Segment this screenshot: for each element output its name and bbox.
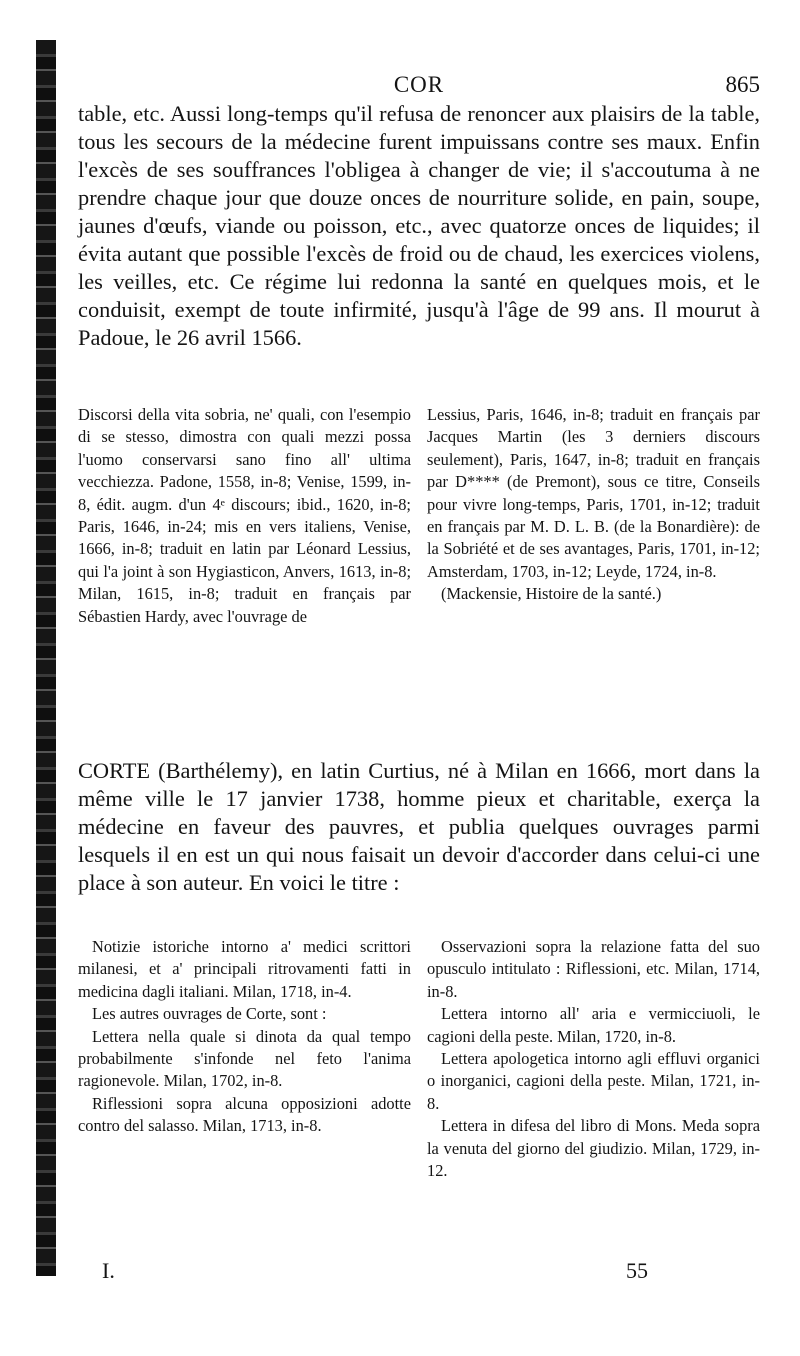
corte-entry	[78, 757, 760, 897]
cornaro-bibliography-left-column	[78, 404, 411, 628]
page-number: 865	[725, 72, 760, 97]
page-edge-shadow	[36, 40, 56, 1276]
bibliography-entry: Lettera in difesa del libro di Mons. Meda sopra la venuta del giorno del giudizio. Milan, 1729, in-12.	[427, 1116, 760, 1181]
source-note: (Mackensie, Histoire de la santé.)	[441, 584, 662, 604]
bibliography-entry: Notizie istoriche intorno a' medici scrittori milanesi, et a' principali ritrovamenti fatti in medicina dagli italiani. Milan, 1718, in-4.	[78, 937, 411, 1001]
signature-mark: I.	[102, 1258, 115, 1283]
cornaro-biography-paragraph	[78, 100, 760, 352]
sheet-number: 55	[626, 1258, 648, 1283]
bibliography-entry: Lessius, Paris, 1646, in-8; traduit en français par Jacques Martin (les 3 derniers discours seulement), Paris, 1647, in-8; traduit en français par D**** (de Premont), sous ce titre, Conseils pour vivre long-temps, Paris, 1701, in-12; traduit en français par M. D. L. B. (de la Bonardière): de la Sobriété et de ses avantages, Paris, 1701, in-12; Amsterdam, 1703, in-12; Leyde, 1724, in-8.	[427, 405, 760, 581]
running-head: COR	[393, 72, 445, 97]
cornaro-bibliography	[78, 404, 760, 628]
bibliography-entry: Lettera nella quale si dinota da qual tempo probabilmente s'infonde nel feto l'anima ragionevole. Milan, 1702, in-8.	[78, 1026, 411, 1091]
corte-paragraph: CORTE (Barthélemy), en latin Curtius, né à Milan en 1666, mort dans la même ville le 17 janvier 1738, homme pieux et charitable, exerça la médecine en faveur des pauvres, et publia quelques ouvrages parmi lesquels il en est un qui nous faisait un devoir d'accorder dans celui-ci une place à son auteur. En voici le titre :	[78, 758, 760, 895]
intro-paragraph: table, etc. Aussi long-temps qu'il refusa de renoncer aux plaisirs de la table, tous les secours de la médecine furent impuissans contre ses maux. Enfin l'excès de ses souffrances l'obligea à changer de vie; il s'accoutuma à ne prendre chaque jour que douze onces de nourriture solide, en pain, soupe, jaunes d'œufs, viande ou poisson, etc., avec quatorze onces de liquides; il évita autant que possible l'excès de froid ou de chaud, les exercices violens, les veilles, etc. Ce régime lui redonna la santé en quelques mois, et le conduisit, exempt de toute infirmité, jusqu'à l'âge de 99 ans. Il mourut à Padoue, le 26 avril 1566.	[78, 101, 760, 350]
corte-bibliography	[78, 936, 760, 1182]
bibliography-note: Les autres ouvrages de Corte, sont :	[92, 1004, 327, 1024]
page-header	[78, 72, 760, 102]
corte-bibliography-right-column	[427, 936, 760, 1182]
bibliography-entry: Riflessioni sopra alcuna opposizioni adotte contro del salasso. Milan, 1713, in-8.	[78, 1093, 411, 1136]
bibliography-entry: Lettera apologetica intorno agli effluvi organici o inorganici, cagioni della peste. Milan, 1721, in-8.	[427, 1049, 760, 1113]
bibliography-entry: Lettera intorno all' aria e vermicciuoli, le cagioni della peste. Milan, 1720, in-8.	[427, 1004, 760, 1046]
page-footer	[78, 1258, 760, 1288]
cornaro-bibliography-right-column	[427, 404, 760, 628]
corte-bibliography-left-column	[78, 936, 411, 1182]
bibliography-entry: Osservazioni sopra la relazione fatta del suo opusculo intitulato : Riflessioni, etc. Milan, 1714, in-8.	[427, 937, 760, 1001]
bibliography-entry: Discorsi della vita sobria, ne' quali, con l'esempio di se stesso, dimostra con quali mezzi possa l'uomo conservarsi sano fino all' ultima vecchiezza. Padone, 1558, in-8; Venise, 1599, in-8, édit. augm. d'un 4ᵉ discours; ibid., 1620, in-8; Paris, 1646, in-24; mis en vers italiens, Venise, 1666, in-8; traduit en latin par Léonard Lessius, qui l'a joint à son Hygiasticon, Anvers, 1613, in-8; Milan, 1615, in-8; traduit en français par Sébastien Hardy, avec l'ouvrage de	[78, 405, 411, 626]
